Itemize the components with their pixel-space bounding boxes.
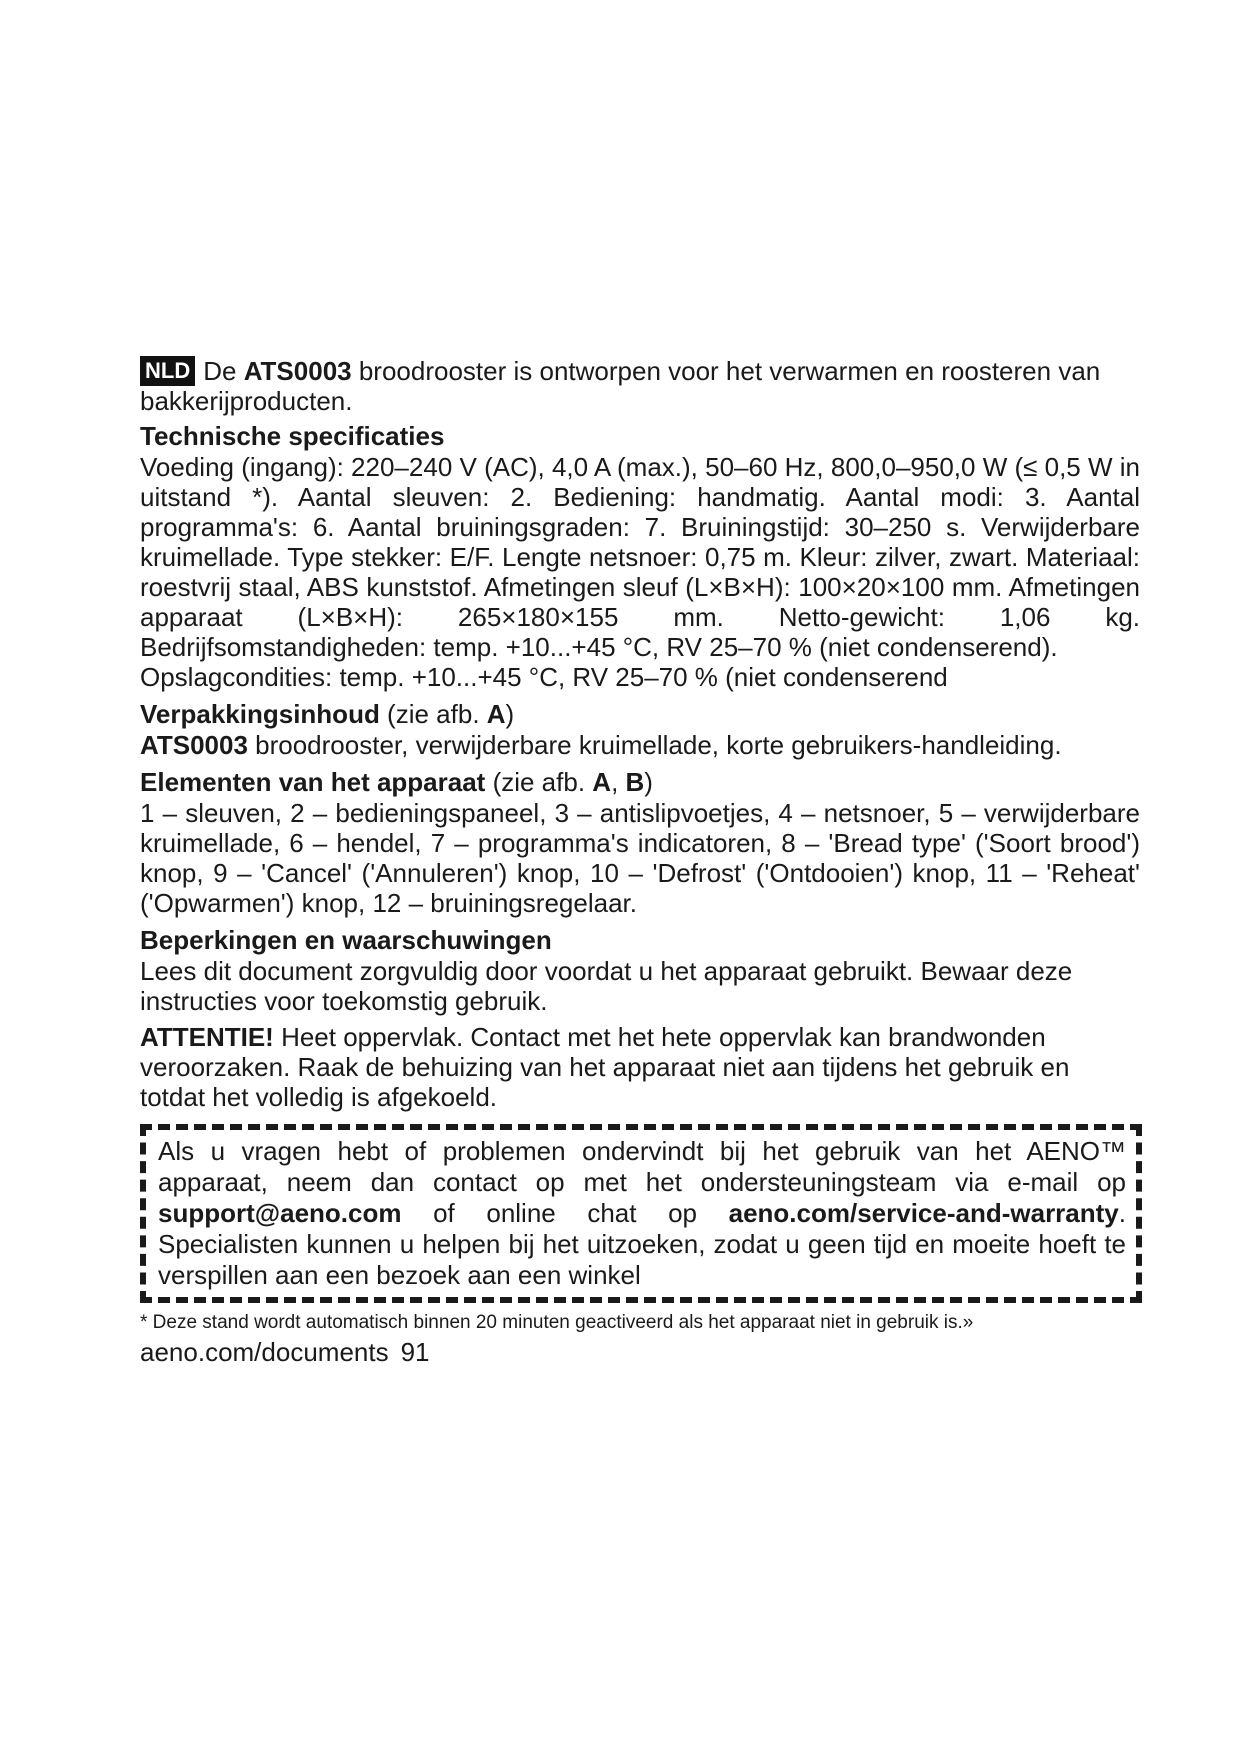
elements-ref-pre: (zie afb. <box>485 767 593 797</box>
intro-paragraph <box>140 356 1140 416</box>
support-paragraph <box>158 1136 1126 1291</box>
support-text-1: Als u vragen hebt of problemen ondervindt bij het gebruik van het AENO™ apparaat, neem dan contact op met het ondersteuningsteam via e-mail op <box>158 1136 1126 1197</box>
intro-model: ATS0003 <box>243 356 352 386</box>
package-model: ATS0003 <box>140 730 248 760</box>
package-ref-pre: (zie afb. <box>379 699 487 729</box>
page-footer <box>140 1337 1140 1367</box>
footnote: * Deze stand wordt automatisch binnen 20 minuten geactiveerd als het apparaat niet in gebruik is.» <box>140 1312 974 1333</box>
intro-text: broodrooster is ontworpen voor het verwarmen en roosteren van bakkerijproducten. <box>140 356 1101 416</box>
package-heading-line <box>140 698 1140 730</box>
warnings-section <box>140 924 1140 1112</box>
elements-ref-a: A <box>592 767 612 797</box>
warnings-body: Lees dit document zorgvuldig door voordat u het apparaat gebruikt. Bewaar deze instructies voor toekomstig gebruik. <box>140 956 1073 1016</box>
package-ref-post: ) <box>505 699 515 729</box>
elements-ref-post: ) <box>644 767 653 797</box>
attention-paragraph <box>140 1022 1140 1112</box>
support-box <box>140 1124 1142 1303</box>
elements-section <box>140 766 1140 918</box>
document-page <box>140 356 1140 1367</box>
attention-text: Heet oppervlak. Contact met het hete oppervlak kan brandwonden veroorzaken. Raak de behuizing van het apparaat niet aan tijdens het gebruik en totdat het volledig is afgekoeld. <box>140 1022 1070 1112</box>
package-body-paragraph <box>140 730 1140 760</box>
support-url-link[interactable]: aeno.com/service-and-warranty <box>728 1198 1119 1228</box>
support-email-link[interactable]: support@aeno.com <box>158 1198 402 1228</box>
elements-heading-line <box>140 766 1140 798</box>
package-section <box>140 698 1140 760</box>
specs-storage: Opslagcondities: temp. +10...+45 °C, RV 25–70 % (niet condenserend <box>140 662 948 692</box>
intro-pre: De <box>203 356 237 386</box>
elements-ref-b: B <box>625 767 645 797</box>
elements-ref-sep: , <box>611 767 626 797</box>
page-number: 91 <box>400 1337 430 1367</box>
package-heading: Verpakkingsinhoud <box>140 699 380 729</box>
package-ref-a: A <box>486 699 506 729</box>
language-tag: NLD <box>140 356 195 386</box>
warnings-heading: Beperkingen en waarschuwingen <box>140 925 552 955</box>
attention-label: ATTENTIE! <box>140 1022 274 1052</box>
specs-body: Voeding (ingang): 220–240 V (AC), 4,0 A (max.), 50–60 Hz, 800,0–950,0 W (≤ 0,5 W in uitstand *). Aantal sleuven: 2. Bediening: handmatig. Aantal modi: 3. Aantal programma's: 6. Aantal bruiningsgraden: 7. Bruiningstijd: 30–250 s. Verwijderbare kruimellade. Type stekker: E/F. Lengte netsnoer: 0,75 m. Kleur: zilver, zwart. Materiaal: roestvrij staal, ABS kunststof. Afmetingen sleuf (L×B×H): 100×20×100 mm. Afmetingen apparaat (L×B×H): 265×180×155 mm. Netto-gewicht: 1,06 kg. Bedrijfsomstandigheden: temp. +10...+45 °C, RV 25–70 % (niet condenserend). <box>140 452 1140 662</box>
elements-heading: Elementen van het apparaat <box>140 767 486 797</box>
specs-section <box>140 420 1140 692</box>
specs-heading: Technische specificaties <box>140 421 445 451</box>
footer-site-link[interactable]: aeno.com/documents <box>140 1337 389 1367</box>
elements-body: 1 – sleuven, 2 – bedieningspaneel, 3 – antislipvoetjes, 4 – netsnoer, 5 – verwijderbare kruimellade, 6 – hendel, 7 – programma's indicatoren, 8 – 'Bread type' ('Soort brood') knop, 9 – 'Cancel' ('Annuleren') knop, 10 – 'Defrost' ('Ontdooien') knop, 11 – 'Reheat' ('Opwarmen') knop, 12 – bruiningsregelaar. <box>140 798 1140 918</box>
support-text-3: . Specialisten kunnen u helpen bij het uitzoeken, zodat u geen tijd en moeite hoeft te verspillen aan een bezoek aan een winkel <box>158 1198 1126 1290</box>
support-text-2: of online chat op <box>401 1198 729 1228</box>
package-body: broodrooster, verwijderbare kruimellade, korte gebruikers-handleiding. <box>247 730 1062 760</box>
